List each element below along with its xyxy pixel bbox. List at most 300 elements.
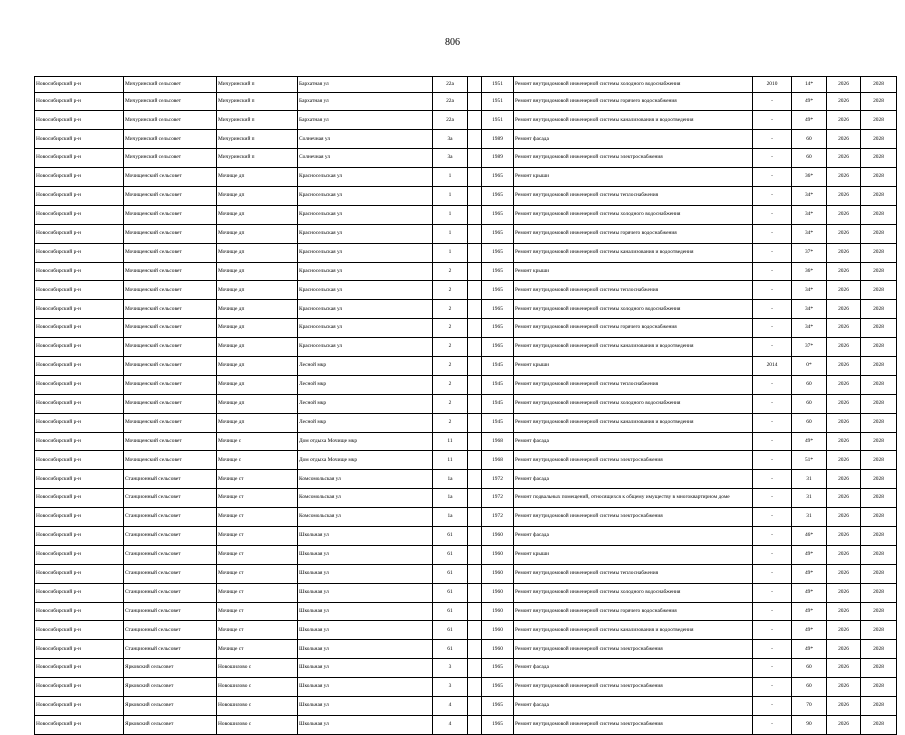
cell-last-repair-year: - [753, 583, 792, 602]
table-row [35, 621, 897, 640]
cell-plan-start-year: 2026 [827, 432, 861, 451]
cell-district: Новосибирский р-н [35, 205, 124, 224]
cell-plan-end-year: 2028 [861, 92, 897, 111]
cell-last-repair-year: - [753, 489, 792, 508]
cell-settlement-council: Станционный сельсовет [124, 583, 217, 602]
cell-plan-start-year: 2026 [827, 338, 861, 357]
cell-last-repair-year: - [753, 281, 792, 300]
cell-locality: Мочище дп [217, 205, 298, 224]
cell-wear-percent: 60 [792, 394, 827, 413]
cell-settlement-council: Станционный сельсовет [124, 470, 217, 489]
cell-work-type: Ремонт фасада [514, 470, 753, 489]
cell-work-type: Ремонт внутридомовой инженерной системы горячего водоснабжения [514, 602, 753, 621]
table-row [35, 92, 897, 111]
cell-year-built: 1965 [482, 205, 514, 224]
cell-house-number: 61 [433, 583, 468, 602]
cell-street: Красносельская ул [298, 300, 433, 319]
cell-work-type: Ремонт внутридомовой инженерной системы холодного водоснабжения [514, 205, 753, 224]
cell-wear-percent: 31 [792, 489, 827, 508]
table-row [35, 715, 897, 734]
cell-year-built: 1965 [482, 224, 514, 243]
cell-last-repair-year: - [753, 149, 792, 168]
cell-plan-end-year: 2028 [861, 262, 897, 281]
cell-building [468, 262, 482, 281]
cell-work-type: Ремонт фасада [514, 659, 753, 678]
cell-street: Школьная ул [298, 621, 433, 640]
cell-building [468, 319, 482, 338]
table-row [35, 413, 897, 432]
cell-building [468, 564, 482, 583]
cell-settlement-council: Мочищенский сельсовет [124, 413, 217, 432]
cell-building [468, 545, 482, 564]
cell-year-built: 1960 [482, 526, 514, 545]
cell-locality: Новошилово с [217, 697, 298, 716]
cell-district: Новосибирский р-н [35, 186, 124, 205]
cell-plan-end-year: 2028 [861, 715, 897, 734]
cell-settlement-council: Мочищенский сельсовет [124, 281, 217, 300]
table-row [35, 526, 897, 545]
cell-work-type: Ремонт внутридомовой инженерной системы канализования и водоотведения [514, 111, 753, 130]
cell-street: Школьная ул [298, 602, 433, 621]
cell-last-repair-year: - [753, 413, 792, 432]
cell-plan-start-year: 2026 [827, 92, 861, 111]
cell-plan-end-year: 2028 [861, 526, 897, 545]
cell-locality: Мочище дп [217, 281, 298, 300]
cell-building [468, 583, 482, 602]
cell-wear-percent: 49* [792, 564, 827, 583]
cell-year-built: 1965 [482, 659, 514, 678]
cell-work-type: Ремонт подвальных помещений, относящихся к общему имуществу в многоквартирном доме [514, 489, 753, 508]
cell-year-built: 1965 [482, 243, 514, 262]
cell-last-repair-year: - [753, 224, 792, 243]
cell-year-built: 1972 [482, 470, 514, 489]
cell-plan-end-year: 2028 [861, 281, 897, 300]
cell-building [468, 168, 482, 187]
cell-building [468, 338, 482, 357]
cell-settlement-council: Станционный сельсовет [124, 640, 217, 659]
cell-year-built: 1945 [482, 394, 514, 413]
cell-wear-percent: 46* [792, 526, 827, 545]
cell-last-repair-year: - [753, 508, 792, 527]
cell-wear-percent: 14* [792, 77, 827, 93]
cell-district: Новосибирский р-н [35, 300, 124, 319]
cell-district: Новосибирский р-н [35, 168, 124, 187]
cell-house-number: 2 [433, 394, 468, 413]
cell-street: Лесной мкр [298, 356, 433, 375]
cell-settlement-council: Мичуринский сельсовет [124, 92, 217, 111]
cell-wear-percent: 49* [792, 545, 827, 564]
cell-district: Новосибирский р-н [35, 394, 124, 413]
table-row [35, 602, 897, 621]
cell-street: Школьная ул [298, 697, 433, 716]
cell-wear-percent: 37* [792, 338, 827, 357]
cell-locality: Мичуринский п [217, 111, 298, 130]
cell-locality: Мочище ст [217, 640, 298, 659]
cell-plan-start-year: 2026 [827, 77, 861, 93]
cell-street: Бархатная ул [298, 77, 433, 93]
cell-last-repair-year: - [753, 338, 792, 357]
cell-locality: Мочище ст [217, 564, 298, 583]
cell-year-built: 1968 [482, 451, 514, 470]
cell-house-number: 2 [433, 338, 468, 357]
cell-street: Красносельская ул [298, 224, 433, 243]
cell-last-repair-year: - [753, 564, 792, 583]
cell-house-number: 2 [433, 356, 468, 375]
table-row [35, 583, 897, 602]
cell-street: Лесной мкр [298, 394, 433, 413]
cell-plan-start-year: 2026 [827, 526, 861, 545]
cell-year-built: 1965 [482, 697, 514, 716]
cell-district: Новосибирский р-н [35, 602, 124, 621]
cell-locality: Мочище дп [217, 262, 298, 281]
cell-plan-start-year: 2026 [827, 602, 861, 621]
cell-street: Комсомольская ул [298, 470, 433, 489]
cell-settlement-council: Ярковский сельсовет [124, 659, 217, 678]
cell-house-number: 61 [433, 621, 468, 640]
cell-year-built: 1965 [482, 168, 514, 187]
cell-street: Бархатная ул [298, 92, 433, 111]
cell-plan-end-year: 2028 [861, 697, 897, 716]
cell-work-type: Ремонт фасада [514, 526, 753, 545]
cell-house-number: 61 [433, 564, 468, 583]
cell-last-repair-year: - [753, 602, 792, 621]
cell-last-repair-year: - [753, 678, 792, 697]
cell-settlement-council: Мичуринский сельсовет [124, 149, 217, 168]
cell-locality: Новошилово с [217, 659, 298, 678]
cell-street: Школьная ул [298, 640, 433, 659]
cell-district: Новосибирский р-н [35, 697, 124, 716]
cell-year-built: 1960 [482, 640, 514, 659]
cell-plan-start-year: 2026 [827, 111, 861, 130]
cell-street: Школьная ул [298, 545, 433, 564]
cell-work-type: Ремонт внутридомовой инженерной системы канализования и водоотведения [514, 243, 753, 262]
cell-locality: Новошилово с [217, 678, 298, 697]
cell-wear-percent: 60 [792, 130, 827, 149]
cell-wear-percent: 37* [792, 243, 827, 262]
cell-house-number: 1 [433, 243, 468, 262]
cell-plan-start-year: 2026 [827, 545, 861, 564]
cell-last-repair-year: - [753, 319, 792, 338]
cell-plan-end-year: 2028 [861, 470, 897, 489]
cell-district: Новосибирский р-н [35, 659, 124, 678]
cell-district: Новосибирский р-н [35, 489, 124, 508]
cell-street: Красносельская ул [298, 243, 433, 262]
cell-last-repair-year: 2014 [753, 356, 792, 375]
cell-street: Красносельская ул [298, 205, 433, 224]
cell-district: Новосибирский р-н [35, 281, 124, 300]
cell-year-built: 1960 [482, 602, 514, 621]
cell-district: Новосибирский р-н [35, 77, 124, 93]
cell-plan-end-year: 2028 [861, 356, 897, 375]
cell-house-number: 1а [433, 470, 468, 489]
cell-plan-end-year: 2028 [861, 243, 897, 262]
cell-last-repair-year: - [753, 715, 792, 734]
cell-district: Новосибирский р-н [35, 508, 124, 527]
cell-work-type: Ремонт внутридомовой инженерной системы теплоснабжения [514, 375, 753, 394]
cell-plan-start-year: 2026 [827, 715, 861, 734]
cell-building [468, 413, 482, 432]
cell-year-built: 1965 [482, 678, 514, 697]
cell-plan-end-year: 2028 [861, 300, 897, 319]
cell-work-type: Ремонт внутридомовой инженерной системы канализования и водоотведения [514, 621, 753, 640]
cell-street: Дом отдыха Мочище мкр [298, 451, 433, 470]
cell-building [468, 526, 482, 545]
cell-building [468, 659, 482, 678]
cell-street: Красносельская ул [298, 338, 433, 357]
cell-plan-start-year: 2026 [827, 375, 861, 394]
cell-plan-end-year: 2028 [861, 640, 897, 659]
cell-district: Новосибирский р-н [35, 564, 124, 583]
cell-plan-end-year: 2028 [861, 678, 897, 697]
cell-district: Новосибирский р-н [35, 243, 124, 262]
cell-district: Новосибирский р-н [35, 432, 124, 451]
cell-street: Школьная ул [298, 715, 433, 734]
repair-registry-table [34, 76, 897, 735]
cell-year-built: 1965 [482, 262, 514, 281]
cell-last-repair-year: - [753, 451, 792, 470]
cell-plan-end-year: 2028 [861, 375, 897, 394]
cell-year-built: 1965 [482, 715, 514, 734]
cell-building [468, 715, 482, 734]
cell-district: Новосибирский р-н [35, 375, 124, 394]
cell-street: Красносельская ул [298, 186, 433, 205]
cell-year-built: 1965 [482, 300, 514, 319]
cell-settlement-council: Мочищенский сельсовет [124, 205, 217, 224]
cell-plan-end-year: 2028 [861, 394, 897, 413]
cell-plan-start-year: 2026 [827, 659, 861, 678]
cell-year-built: 1972 [482, 508, 514, 527]
cell-building [468, 678, 482, 697]
cell-work-type: Ремонт крыши [514, 262, 753, 281]
cell-street: Красносельская ул [298, 281, 433, 300]
cell-plan-end-year: 2028 [861, 413, 897, 432]
cell-settlement-council: Станционный сельсовет [124, 526, 217, 545]
cell-year-built: 1945 [482, 413, 514, 432]
cell-plan-end-year: 2028 [861, 602, 897, 621]
cell-settlement-council: Мочищенский сельсовет [124, 338, 217, 357]
cell-district: Новосибирский р-н [35, 451, 124, 470]
cell-work-type: Ремонт внутридомовой инженерной системы теплоснабжения [514, 186, 753, 205]
cell-year-built: 1951 [482, 77, 514, 93]
cell-settlement-council: Ярковский сельсовет [124, 678, 217, 697]
cell-building [468, 621, 482, 640]
cell-last-repair-year: - [753, 640, 792, 659]
cell-locality: Мочище с [217, 451, 298, 470]
cell-district: Новосибирский р-н [35, 338, 124, 357]
cell-street: Красносельская ул [298, 262, 433, 281]
cell-work-type: Ремонт внутридомовой инженерной системы электроснабжения [514, 678, 753, 697]
cell-locality: Мочище дп [217, 394, 298, 413]
cell-district: Новосибирский р-н [35, 640, 124, 659]
cell-work-type: Ремонт внутридомовой инженерной системы канализования и водоотведения [514, 338, 753, 357]
cell-house-number: 1а [433, 508, 468, 527]
cell-plan-end-year: 2028 [861, 621, 897, 640]
cell-plan-start-year: 2026 [827, 130, 861, 149]
cell-last-repair-year: - [753, 621, 792, 640]
cell-house-number: 2 [433, 375, 468, 394]
cell-plan-end-year: 2028 [861, 508, 897, 527]
cell-street: Лесной мкр [298, 375, 433, 394]
table-row [35, 489, 897, 508]
cell-year-built: 1989 [482, 130, 514, 149]
cell-house-number: 11 [433, 451, 468, 470]
cell-plan-start-year: 2026 [827, 168, 861, 187]
cell-last-repair-year: - [753, 432, 792, 451]
cell-last-repair-year: - [753, 470, 792, 489]
cell-wear-percent: 0* [792, 356, 827, 375]
cell-wear-percent: 49* [792, 621, 827, 640]
cell-wear-percent: 49* [792, 111, 827, 130]
table-row [35, 224, 897, 243]
cell-last-repair-year: - [753, 659, 792, 678]
cell-wear-percent: 31 [792, 470, 827, 489]
cell-locality: Мичуринский п [217, 92, 298, 111]
cell-plan-end-year: 2028 [861, 338, 897, 357]
cell-year-built: 1960 [482, 564, 514, 583]
cell-year-built: 1960 [482, 583, 514, 602]
cell-wear-percent: 36* [792, 168, 827, 187]
cell-street: Школьная ул [298, 659, 433, 678]
cell-last-repair-year: - [753, 130, 792, 149]
table-row [35, 659, 897, 678]
cell-year-built: 1960 [482, 545, 514, 564]
table-row [35, 168, 897, 187]
table-row [35, 432, 897, 451]
cell-plan-end-year: 2028 [861, 168, 897, 187]
table-row [35, 111, 897, 130]
cell-settlement-council: Станционный сельсовет [124, 545, 217, 564]
cell-plan-start-year: 2026 [827, 356, 861, 375]
cell-plan-end-year: 2028 [861, 111, 897, 130]
table-row [35, 186, 897, 205]
table-row [35, 470, 897, 489]
cell-settlement-council: Мочищенский сельсовет [124, 262, 217, 281]
cell-district: Новосибирский р-н [35, 621, 124, 640]
cell-house-number: 1 [433, 224, 468, 243]
cell-year-built: 1972 [482, 489, 514, 508]
cell-last-repair-year: - [753, 526, 792, 545]
cell-settlement-council: Мочищенский сельсовет [124, 186, 217, 205]
cell-district: Новосибирский р-н [35, 470, 124, 489]
cell-district: Новосибирский р-н [35, 356, 124, 375]
cell-wear-percent: 34* [792, 281, 827, 300]
cell-building [468, 130, 482, 149]
cell-last-repair-year: - [753, 262, 792, 281]
cell-plan-start-year: 2026 [827, 149, 861, 168]
cell-last-repair-year: - [753, 205, 792, 224]
cell-wear-percent: 34* [792, 319, 827, 338]
cell-last-repair-year: - [753, 300, 792, 319]
cell-work-type: Ремонт внутридомовой инженерной системы электроснабжения [514, 149, 753, 168]
cell-last-repair-year: - [753, 394, 792, 413]
cell-plan-start-year: 2026 [827, 319, 861, 338]
cell-building [468, 394, 482, 413]
cell-building [468, 186, 482, 205]
cell-wear-percent: 34* [792, 186, 827, 205]
cell-house-number: 61 [433, 640, 468, 659]
cell-wear-percent: 49* [792, 583, 827, 602]
cell-work-type: Ремонт внутридомовой инженерной системы электроснабжения [514, 451, 753, 470]
cell-work-type: Ремонт внутридомовой инженерной системы горячего водоснабжения [514, 319, 753, 338]
cell-plan-end-year: 2028 [861, 224, 897, 243]
cell-building [468, 508, 482, 527]
cell-settlement-council: Мочищенский сельсовет [124, 451, 217, 470]
cell-work-type: Ремонт крыши [514, 168, 753, 187]
cell-building [468, 489, 482, 508]
cell-building [468, 92, 482, 111]
cell-work-type: Ремонт фасада [514, 432, 753, 451]
cell-plan-end-year: 2028 [861, 659, 897, 678]
cell-settlement-council: Станционный сельсовет [124, 489, 217, 508]
cell-house-number: 11 [433, 432, 468, 451]
table-row [35, 262, 897, 281]
cell-house-number: 2 [433, 300, 468, 319]
cell-work-type: Ремонт фасада [514, 697, 753, 716]
cell-house-number: 22а [433, 77, 468, 93]
cell-building [468, 451, 482, 470]
cell-district: Новосибирский р-н [35, 526, 124, 545]
cell-plan-start-year: 2026 [827, 564, 861, 583]
cell-house-number: 61 [433, 526, 468, 545]
cell-wear-percent: 34* [792, 224, 827, 243]
cell-year-built: 1951 [482, 111, 514, 130]
cell-wear-percent: 34* [792, 300, 827, 319]
cell-house-number: 2 [433, 319, 468, 338]
cell-street: Лесной мкр [298, 413, 433, 432]
cell-plan-start-year: 2026 [827, 394, 861, 413]
cell-house-number: 4 [433, 715, 468, 734]
cell-plan-end-year: 2028 [861, 149, 897, 168]
cell-district: Новосибирский р-н [35, 413, 124, 432]
cell-settlement-council: Мочищенский сельсовет [124, 375, 217, 394]
table-row [35, 130, 897, 149]
cell-house-number: 3а [433, 130, 468, 149]
cell-year-built: 1965 [482, 281, 514, 300]
cell-street: Школьная ул [298, 564, 433, 583]
cell-wear-percent: 51* [792, 451, 827, 470]
cell-plan-start-year: 2026 [827, 300, 861, 319]
cell-street: Комсомольская ул [298, 508, 433, 527]
cell-settlement-council: Ярковский сельсовет [124, 715, 217, 734]
table-row [35, 356, 897, 375]
cell-last-repair-year: - [753, 186, 792, 205]
cell-house-number: 1 [433, 186, 468, 205]
cell-plan-end-year: 2028 [861, 545, 897, 564]
cell-building [468, 602, 482, 621]
cell-house-number: 2 [433, 262, 468, 281]
cell-locality: Мочище ст [217, 583, 298, 602]
cell-locality: Мочище дп [217, 168, 298, 187]
cell-locality: Мочище ст [217, 602, 298, 621]
cell-district: Новосибирский р-н [35, 111, 124, 130]
cell-district: Новосибирский р-н [35, 715, 124, 734]
cell-last-repair-year: - [753, 168, 792, 187]
cell-plan-end-year: 2028 [861, 186, 897, 205]
cell-settlement-council: Станционный сельсовет [124, 564, 217, 583]
table-row [35, 508, 897, 527]
cell-plan-start-year: 2026 [827, 186, 861, 205]
cell-locality: Мочище ст [217, 621, 298, 640]
cell-wear-percent: 34* [792, 205, 827, 224]
cell-district: Новосибирский р-н [35, 92, 124, 111]
cell-building [468, 300, 482, 319]
cell-locality: Мочище дп [217, 300, 298, 319]
cell-locality: Мочище дп [217, 356, 298, 375]
cell-district: Новосибирский р-н [35, 149, 124, 168]
cell-year-built: 1960 [482, 621, 514, 640]
cell-street: Солнечная ул [298, 130, 433, 149]
cell-last-repair-year: 2010 [753, 77, 792, 93]
